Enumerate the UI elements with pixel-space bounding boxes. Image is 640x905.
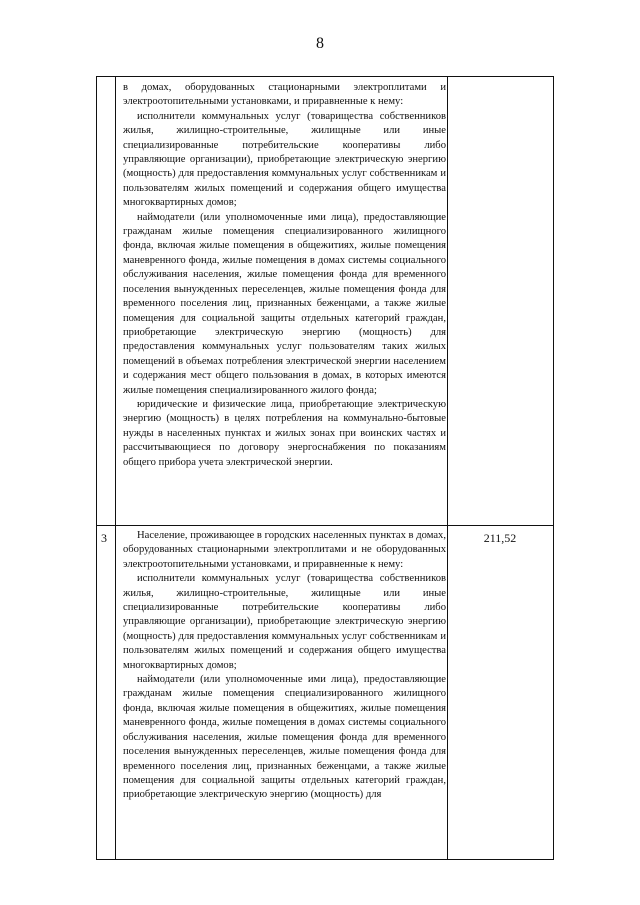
row-paragraph: в домах, оборудованных стационарными электроплитами и электроотопительными установками, и приравненные к нему:: [123, 82, 446, 108]
row-paragraph: Население, проживающее в городских населенных пунктах в домах, оборудованных стационарными электроплитами и не оборудованных электроотопительными установками, и приравненные к нему:: [123, 530, 446, 570]
table-row-description: [123, 529, 446, 859]
page-number: 8: [316, 35, 324, 52]
table-row-continued-description: [123, 81, 446, 521]
row-paragraph: юридические и физические лица, приобретающие электрическую энергию (мощность) в целях потребления на коммунально-бытовые нужды в населенных пунктах и жилых зонах при воинских частях и рассчитывающиеся по договору энергоснабжения по показаниям общего прибора учета электрической энергии.: [123, 398, 446, 468]
column-divider-value: [447, 77, 448, 859]
column-divider-number: [115, 77, 116, 859]
tariff-table: [96, 76, 554, 860]
tariff-value: 211,52: [483, 531, 517, 545]
row-paragraph: исполнители коммунальных услуг (товарищества собственников жилья, жилищно-строительные, жилищные или иные специализированные потребительские кооперативы либо управляющие организации), приобретающие электрическую энергию (мощность) для предоставления коммунальных услуг собственникам и пользователям жилых помещений и содержания общего имущества многоквартирных домов;: [123, 110, 446, 209]
row-divider: [97, 525, 553, 526]
row-number: 3: [101, 531, 107, 545]
row-paragraph: исполнители коммунальных услуг (товарищества собственников жилья, жилищно-строительные, жилищные или иные специализированные потребительские кооперативы либо управляющие организации), приобретающие электрическую энергию (мощность) для предоставления коммунальных услуг собственникам и пользователям жилых помещений и содержания общего имущества многоквартирных домов;: [123, 573, 446, 671]
row-paragraph: наймодатели (или уполномоченные ими лица), предоставляющие гражданам жилые помещения специализированного жилищного фонда, включая жилые помещения в общежитиях, жилые помещения маневренного фонда, жилые помещения в домах системы социального обслуживания населения, жилые помещения фонда для временного поселения вынужденных переселенцев, жилые помещения фонда для временного поселения лиц, признанных беженцами, а также жилые помещения для социальной защиты отдельных категорий граждан, приобретающие электрическую энергию (мощность) для: [123, 674, 446, 801]
row-paragraph: наймодатели (или уполномоченные ими лица), предоставляющие гражданам жилые помещения специализированного жилищного фонда, включая жилые помещения в общежитиях, жилые помещения маневренного фонда, жилые помещения в домах системы социального обслуживания населения, жилые помещения фонда для временного поселения вынужденных переселенцев, жилые помещения фонда для временного поселения лиц, признанных беженцами, а также жилые помещения для социальной защиты отдельных категорий граждан, приобретающие электрическую энергию (мощность) для предоставления коммунальных услуг пользователям таких жилых помещений в объемах потребления электрической энергии населением и содержания мест общего пользования в домах, в которых имеются жилые помещения специализированного жилого фонда;: [123, 211, 446, 396]
